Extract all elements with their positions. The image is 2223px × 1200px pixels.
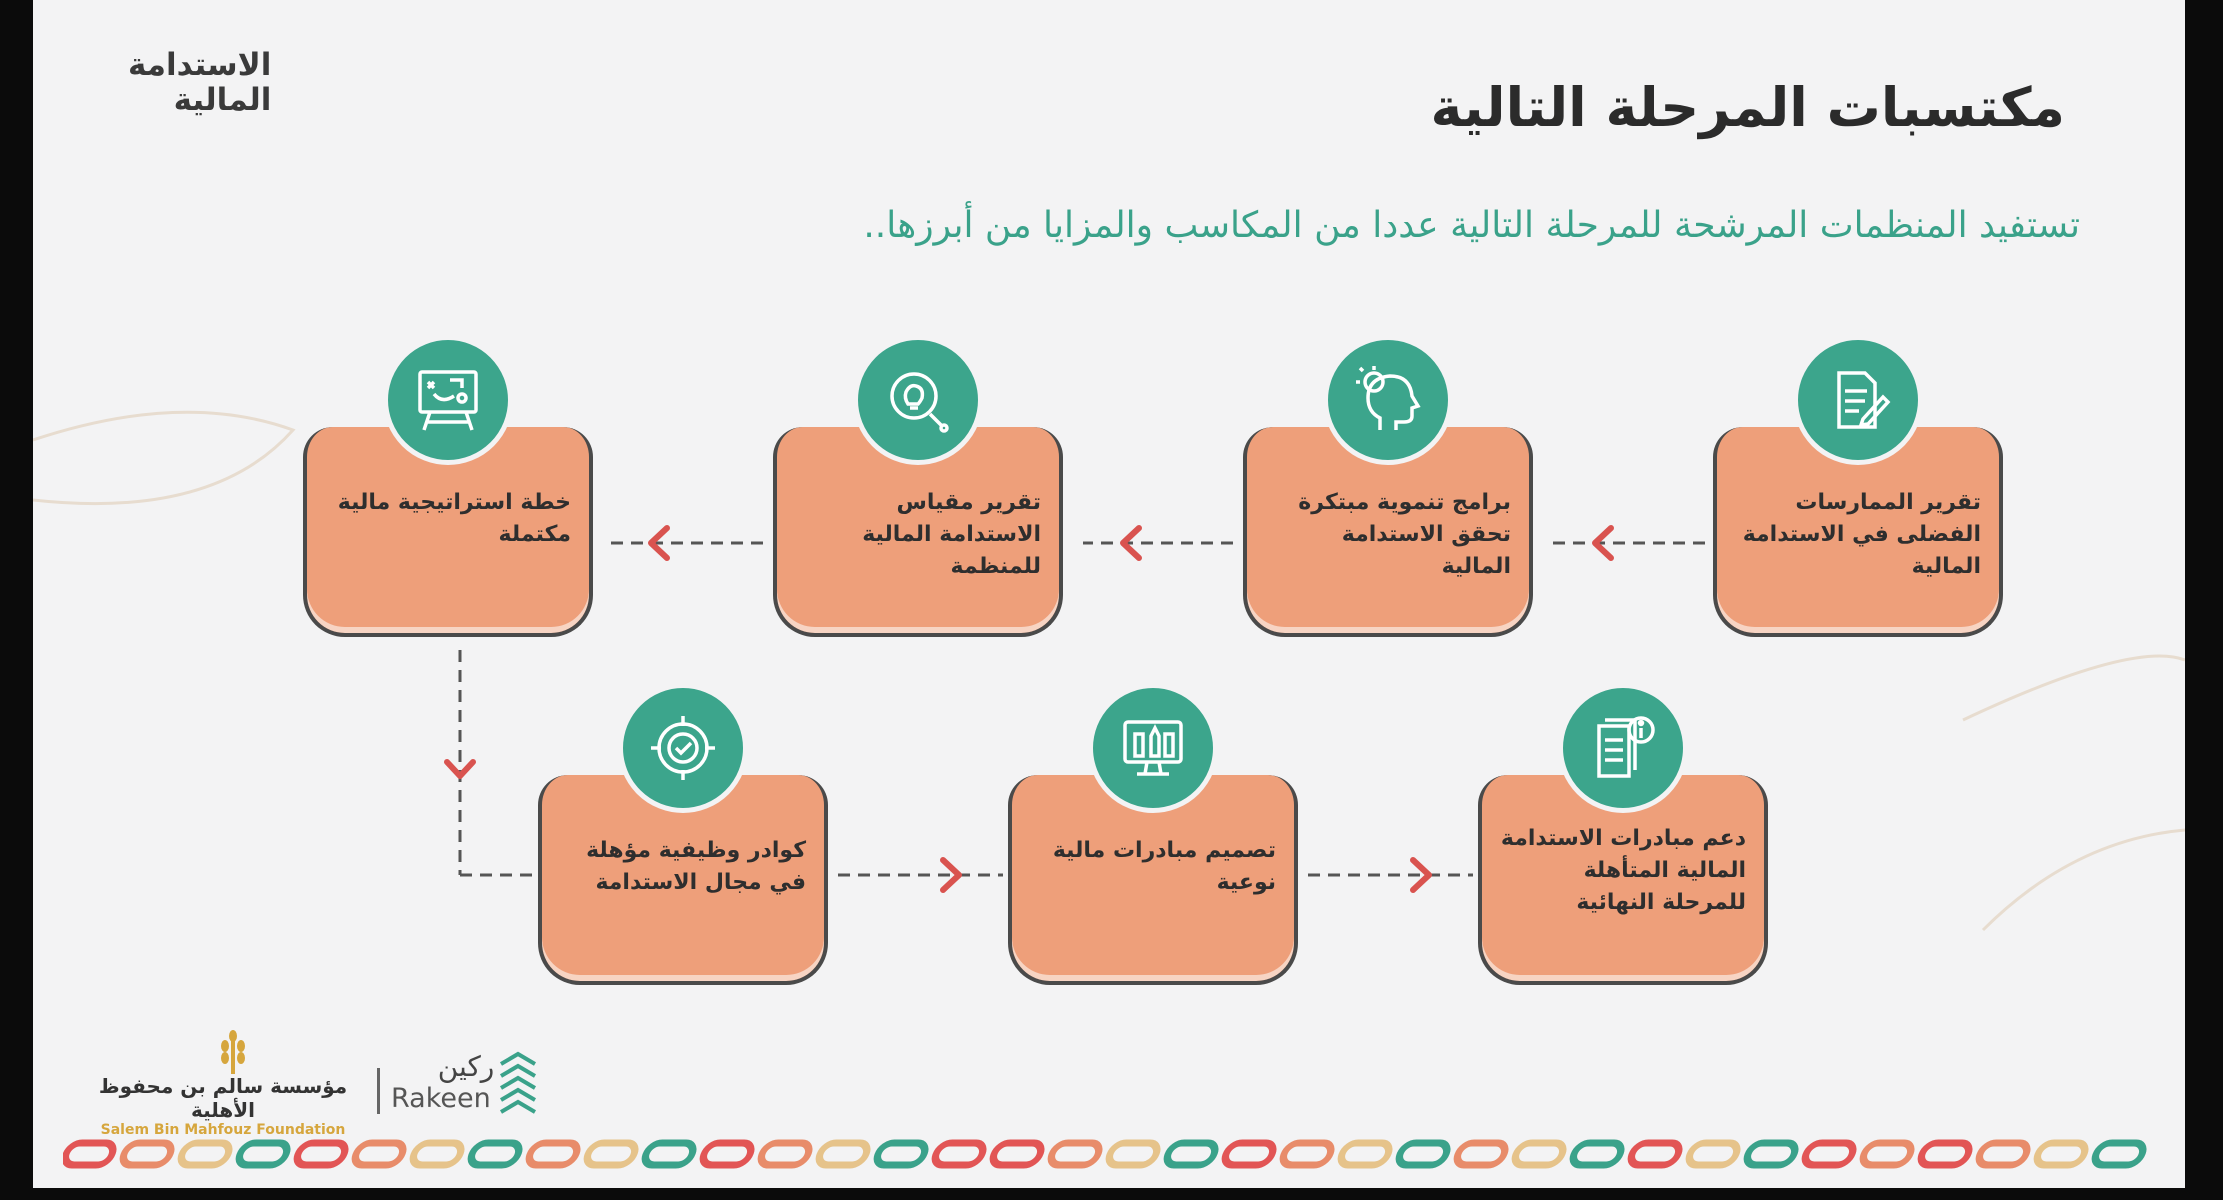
chain-link <box>758 1143 812 1165</box>
head-lightbulb-icon <box>1323 335 1453 465</box>
rakeen-logo <box>391 1050 561 1114</box>
chain-link <box>1048 1143 1102 1165</box>
lightbulb-search-icon <box>853 335 983 465</box>
step-label: تصميم مبادرات مالية نوعية <box>1052 838 1276 895</box>
chain-link <box>63 1143 116 1165</box>
rakeen-name-en: Rakeen <box>391 1083 491 1114</box>
chain-link <box>642 1143 696 1165</box>
chain-link <box>700 1143 754 1165</box>
logo-line-2: المالية <box>173 82 272 118</box>
chain-link <box>1628 1143 1682 1165</box>
chain-link <box>874 1143 928 1165</box>
step-label: تقرير مقياس الاستدامة المالية للمنظمة <box>862 490 1041 579</box>
wheat-icon <box>213 1030 253 1074</box>
page-subtitle: تستفيد المنظمات المرشحة للمرحلة التالية عددا من المكاسب والمزايا من أبرزها.. <box>863 205 2080 246</box>
step-label: تقرير الممارسات الفضلى في الاستدامة المالية <box>1742 490 1981 579</box>
step-label: برامج تنموية مبتكرة تحقق الاستدامة المالية <box>1298 490 1511 579</box>
chain-link <box>120 1143 174 1165</box>
chain-link <box>2092 1143 2146 1165</box>
chain-link <box>526 1143 580 1165</box>
chain-link <box>1164 1143 1218 1165</box>
slide <box>33 0 2185 1188</box>
target-check-icon <box>618 683 748 813</box>
step-label: دعم مبادرات الاستدامة المالية المتأهلة للمرحلة النهائية <box>1500 826 1746 915</box>
chain-link <box>584 1143 638 1165</box>
chain-link <box>816 1143 870 1165</box>
chain-link <box>410 1143 464 1165</box>
salem-name-en: Salem Bin Mahfouz Foundation <box>100 1122 346 1138</box>
chain-link <box>1280 1143 1334 1165</box>
chain-link <box>1686 1143 1740 1165</box>
chain-link <box>1918 1143 1972 1165</box>
chain-link <box>1396 1143 1450 1165</box>
chain-link <box>2034 1143 2088 1165</box>
step-label: خطة استراتيجية مالية مكتملة <box>337 490 571 547</box>
chain-link <box>1744 1143 1798 1165</box>
chain-link <box>294 1143 348 1165</box>
strategy-board-icon <box>383 335 513 465</box>
page-title: مكتسبات المرحلة التالية <box>1430 76 2065 139</box>
chain-link <box>932 1143 986 1165</box>
chain-link <box>1222 1143 1276 1165</box>
chain-link <box>1338 1143 1392 1165</box>
chain-link <box>1106 1143 1160 1165</box>
chain-link <box>468 1143 522 1165</box>
chain-link <box>990 1143 1044 1165</box>
chain-link <box>1802 1143 1856 1165</box>
document-pen-icon <box>1793 335 1923 465</box>
design-monitor-icon <box>1088 683 1218 813</box>
chain-decoration <box>63 1135 2163 1175</box>
chain-link <box>1860 1143 1914 1165</box>
chain-link <box>178 1143 232 1165</box>
salem-foundation-logo <box>73 1030 373 1138</box>
chain-link <box>352 1143 406 1165</box>
chain-link <box>1454 1143 1508 1165</box>
chain-link <box>1570 1143 1624 1165</box>
logo-line-1: الاستدامة <box>128 47 272 83</box>
salem-name-ar: مؤسسة سالم بن محفوظ الأهلية <box>98 1074 348 1122</box>
chain-link <box>1976 1143 2030 1165</box>
chain-link <box>236 1143 290 1165</box>
step-label: كوادر وظيفية مؤهلة في مجال الاستدامة <box>586 838 806 895</box>
rakeen-chevron-icon <box>495 1050 541 1114</box>
document-info-icon <box>1558 683 1688 813</box>
rakeen-name-ar: ركين <box>437 1050 495 1083</box>
arrow-down <box>447 762 473 776</box>
chain-link <box>1512 1143 1566 1165</box>
